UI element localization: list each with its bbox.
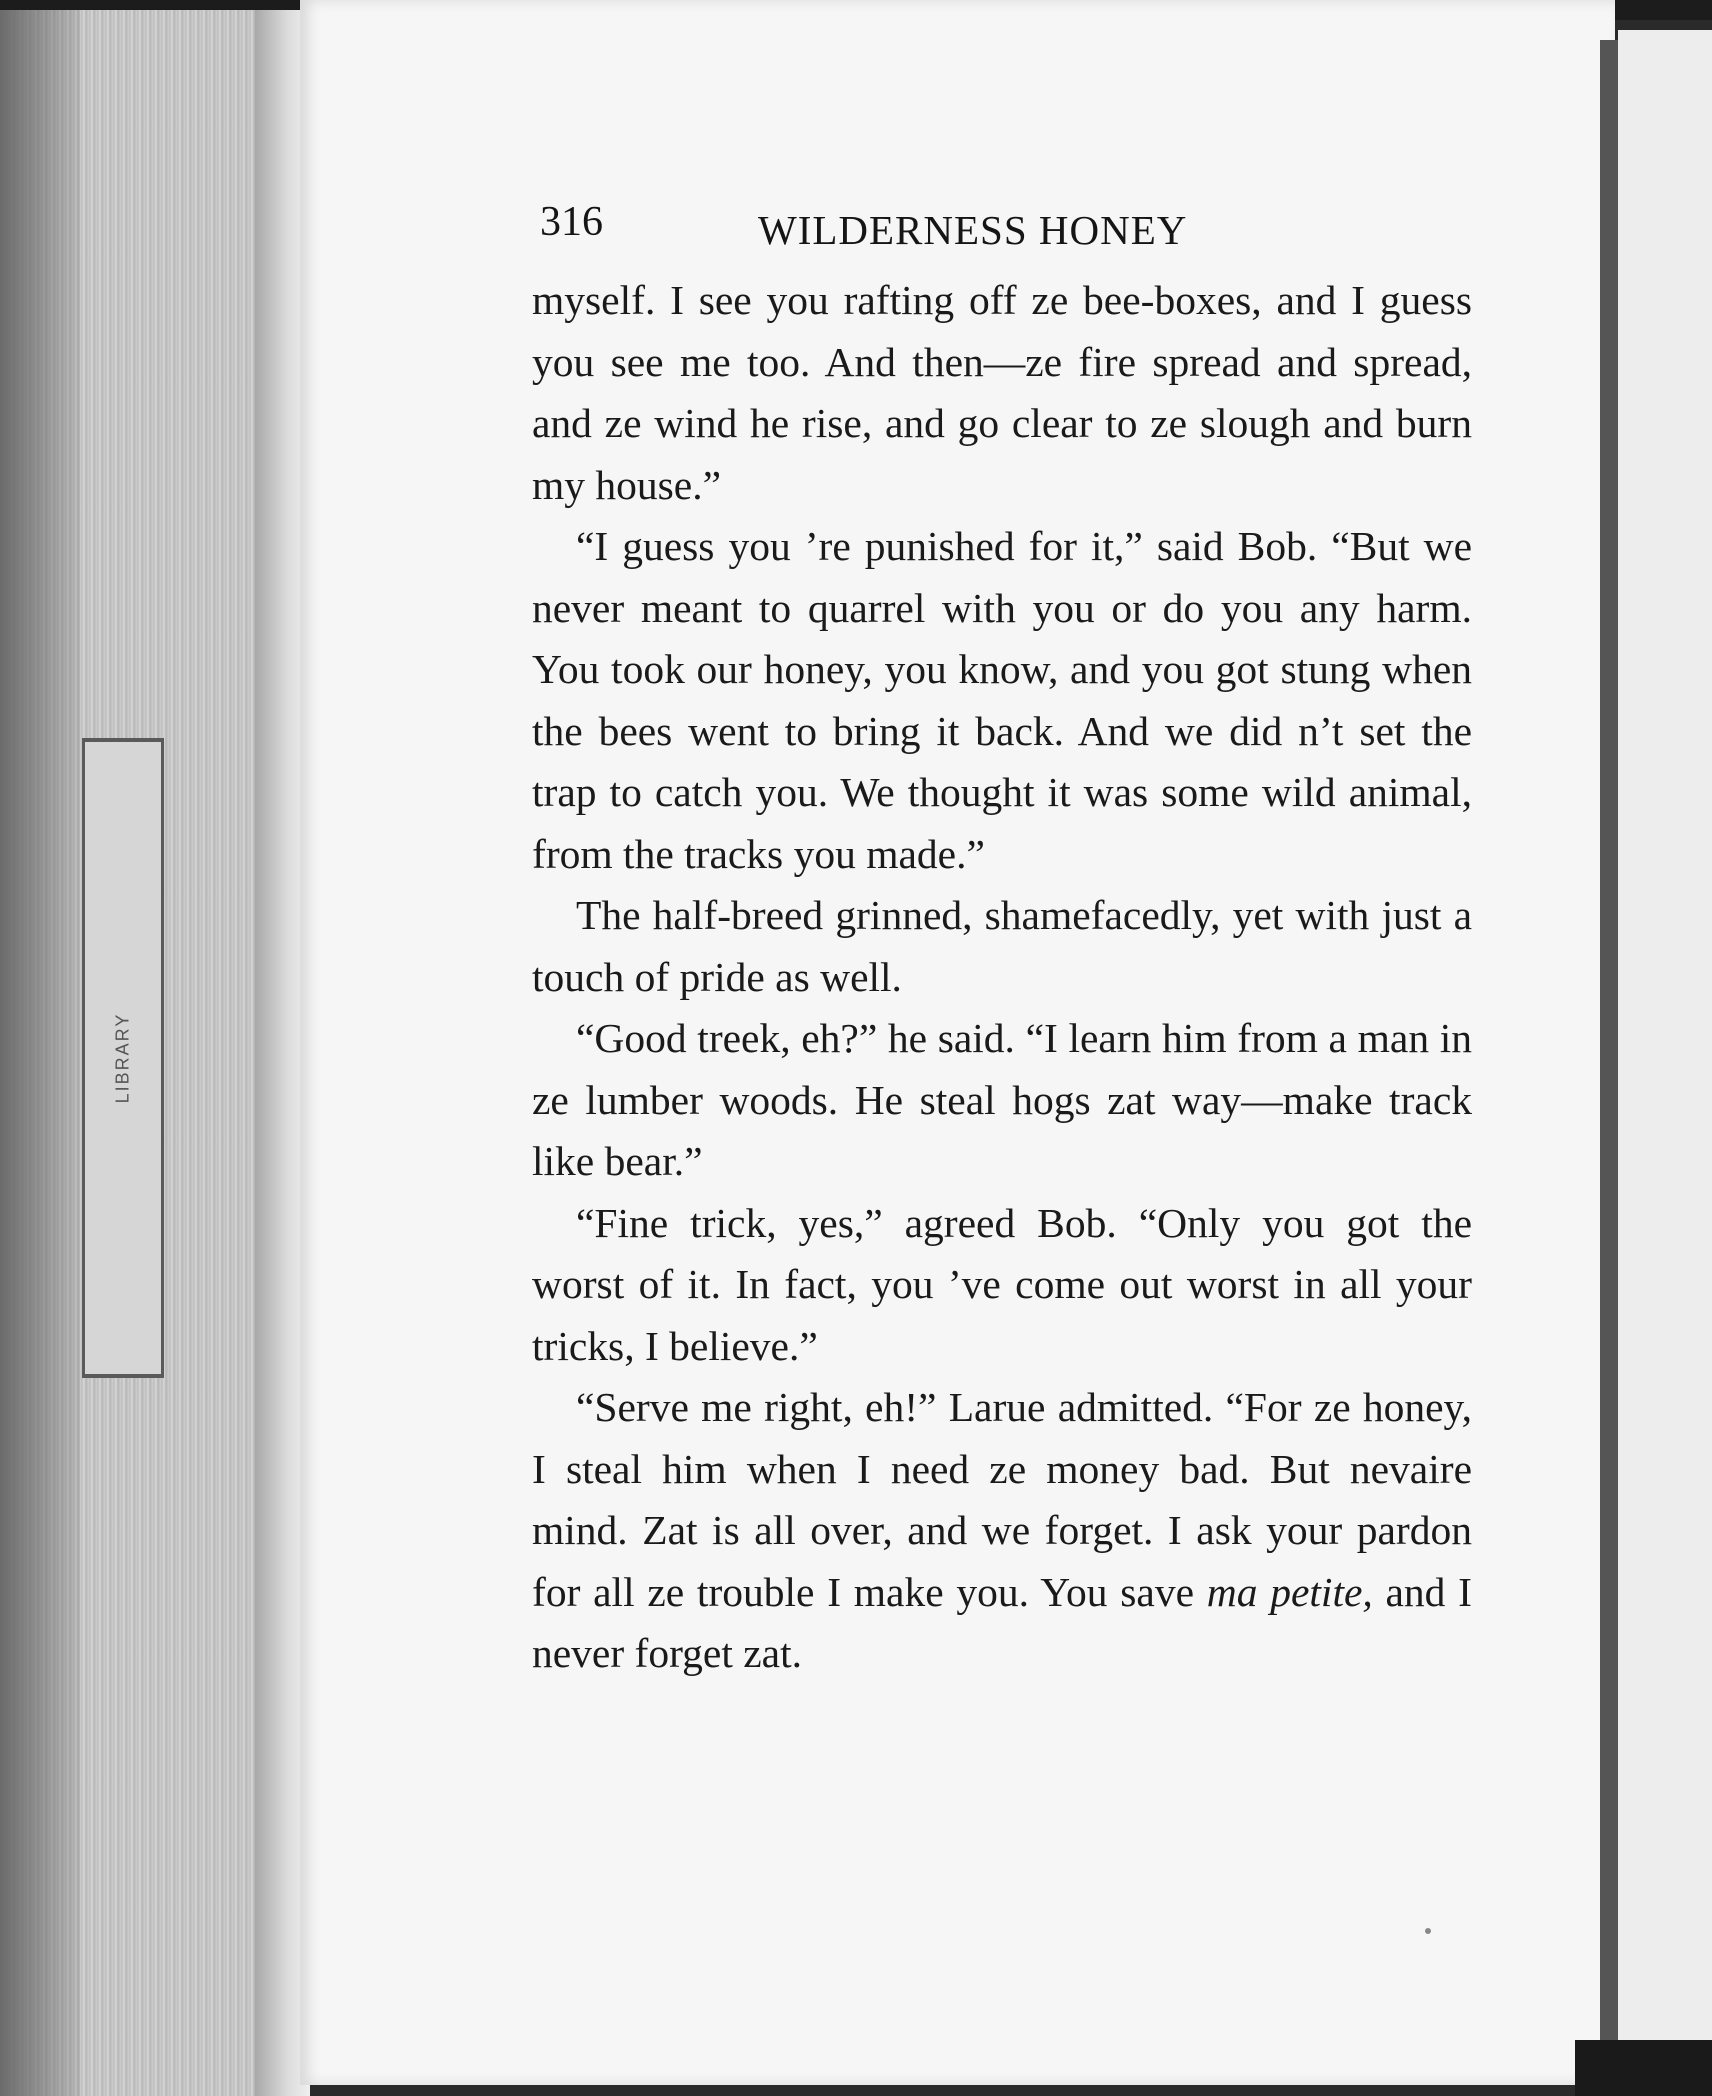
page-number: 316	[540, 199, 603, 245]
facing-page-sliver	[1618, 30, 1712, 2096]
running-head: WILDERNESS HONEY	[758, 207, 1188, 253]
paragraph: “Fine trick, yes,” agreed Bob. “Only you got the worst of it. In fact, you ’ve come out worst in all your tricks, I believe.”	[532, 1199, 1472, 1369]
bottom-right-shadow	[1575, 2040, 1712, 2096]
paragraph-text: and I never forget zat.	[532, 1568, 1472, 1676]
paragraph: “Good treek, eh?” he said. “I learn him from a man in ze lumber woods. He steal hogs zat way—make track like bear.”	[532, 1015, 1472, 1184]
paragraph: “I guess you ’re punished for it,” said Bob. “But we never meant to quarrel with you or do you any harm. You took our honey, you know, and you got stung when the bees went to bring it back. And we did n’t set the trap to catch you. We thought it was some wild animal, from the tracks you made.”	[532, 523, 1472, 877]
paragraph-text: “Serve me right, eh!” Larue admitted. “For ze honey, I steal him when I need ze money bad. But nevaire mind. Zat is all over, and we forget. I ask your pardon for all ze trouble I make you. You save	[532, 1384, 1472, 1615]
body-text	[532, 270, 1472, 1685]
paragraph: myself. I see you rafting off ze bee-boxes, and I guess you see me too. And then—ze fire spread and spread, and ze wind he rise, and go clear to ze slough and burn my house.”	[532, 277, 1472, 508]
right-page-edge	[1600, 40, 1618, 2096]
paragraph	[532, 1377, 1472, 1685]
spine-label-text: LIBRARY	[112, 1012, 133, 1104]
paper-speck	[1425, 1928, 1431, 1934]
spine-library-label	[82, 738, 164, 1378]
page-edges-shadow	[0, 10, 80, 2096]
page-header	[540, 198, 1260, 258]
italic-phrase: ma petite,	[1206, 1568, 1373, 1615]
paragraph: The half-breed grinned, shamefacedly, yet with just a touch of pride as well.	[532, 892, 1472, 1000]
